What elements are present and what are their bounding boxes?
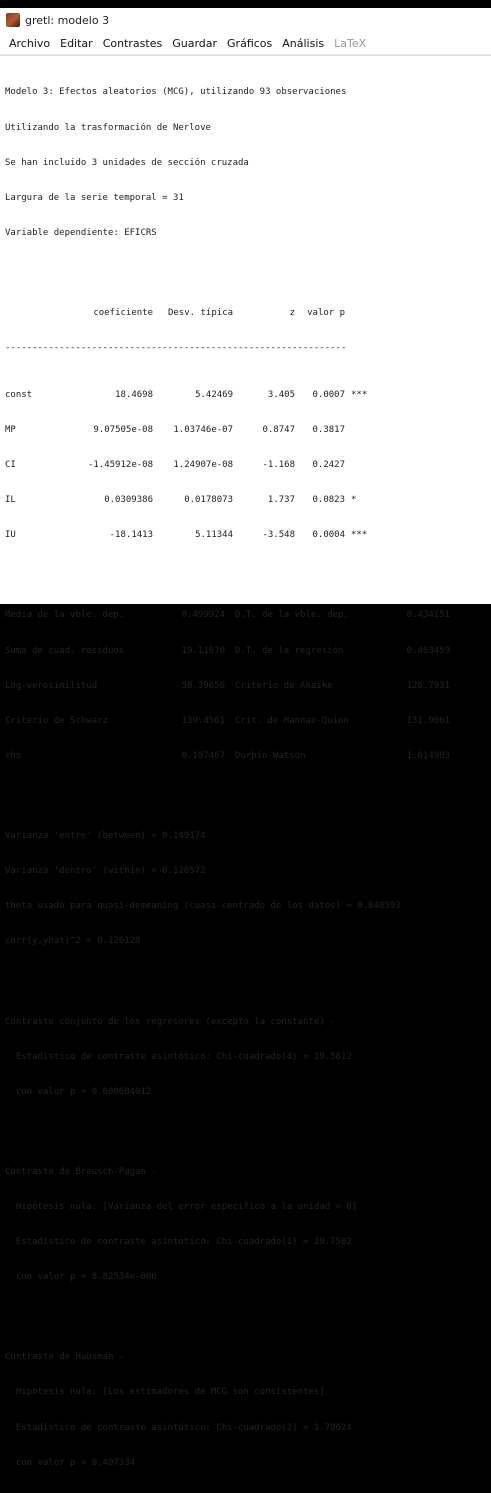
header-line: Modelo 3: Efectos aleatorios (MCG), utilizando 93 observaciones bbox=[5, 87, 347, 98]
header-line: Se han incluido 3 unidades de sección cruzada bbox=[5, 157, 249, 168]
coef-row: IU -18.1413 5.11344 -3.548 0.0004 *** bbox=[5, 530, 368, 541]
breusch-pagan-line: Contraste de Breusch-Pagan - bbox=[5, 1166, 157, 1177]
summary-row: Suma de cuad. residuos 19.11670 D.T. de la regresión 0.463459 bbox=[5, 645, 450, 656]
coef-table-separator: --------------------------------------------------------------- bbox=[5, 343, 347, 354]
hausman-line: Hipótesis nula: [Los estimadores de MCG son consistentes] bbox=[5, 1387, 325, 1398]
menu-archivo[interactable]: Archivo bbox=[9, 36, 51, 50]
variance-line: Varianza 'entre' (between) = 0.149174 bbox=[5, 831, 206, 842]
variance-line: theta usado para quasi-demeaning (cuasi-centrado de los datos) = 0.840593 bbox=[5, 901, 401, 912]
title-bar[interactable] bbox=[0, 8, 491, 32]
hausman-line: Contraste de Hausman - bbox=[5, 1352, 125, 1363]
model-output-panel[interactable] bbox=[0, 55, 491, 1468]
summary-row: Log-verosimilitud -58.39656 Criterio de Akaike 126.7931 bbox=[5, 680, 450, 691]
coef-row: IL 0.0309386 0.0178073 1.737 0.0823 * bbox=[5, 495, 357, 506]
breusch-pagan-line: Hipótesis nula: [Varianza del error específico a la unidad = 0] bbox=[5, 1202, 358, 1212]
col-coeficiente: coeficiente bbox=[93, 307, 153, 318]
hausman-line: con valor p = 0.407334 bbox=[5, 1457, 136, 1468]
coef-row: CI -1.45912e-08 1.24907e-08 -1.168 0.2427 bbox=[5, 460, 345, 471]
col-valor-p: valor p bbox=[307, 307, 345, 318]
menu-graficos[interactable]: Gráficos bbox=[227, 36, 273, 50]
variance-line: Varianza 'dentro' (within) = 0.120572 bbox=[5, 866, 206, 877]
summary-row: rho 0.107467 Durbin-Watson 1.614983 bbox=[5, 750, 450, 761]
gretl-app-icon bbox=[6, 13, 20, 27]
menu-bar bbox=[0, 32, 491, 55]
gretl-model-window bbox=[0, 8, 491, 1468]
window-title: gretl: modelo 3 bbox=[25, 13, 110, 27]
joint-test-line: Estadístico de contraste asintótico: Chi-cuadrado(4) = 19.5812 bbox=[5, 1051, 352, 1062]
summary-row: Criterio de Schwarz 139.4561 Crit. de Hannan-Quinn 131.9061 bbox=[5, 715, 450, 726]
coef-row: MP 9.07505e-08 1.03746e-07 0.8747 0.3817 bbox=[5, 424, 345, 435]
joint-test-line: con valor p = 0.000604012 bbox=[5, 1086, 152, 1097]
breusch-pagan-line: con valor p = 8.82534e-006 bbox=[5, 1272, 157, 1283]
header-line: Variable dependiente: EFICRS bbox=[5, 227, 157, 238]
model-output-text[interactable] bbox=[5, 64, 486, 1468]
breusch-pagan-line: Estadístico de contraste asintótico: Chi-cuadrado(1) = 19.7502 bbox=[5, 1237, 352, 1248]
coef-row: const 18.4698 5.42469 3.405 0.0007 *** bbox=[5, 389, 368, 400]
menu-latex: LaTeX bbox=[334, 36, 367, 50]
variance-line: corr(y,yhat)^2 = 0.126128 bbox=[5, 936, 141, 947]
menu-contrastes[interactable]: Contrastes bbox=[102, 36, 163, 50]
menu-analisis[interactable]: Análisis bbox=[282, 36, 325, 50]
header-line: Utilizando la trasformación de Nerlove bbox=[5, 122, 211, 133]
joint-test-line: Contraste conjunto de los regresores (excepto la constante) - bbox=[5, 1016, 336, 1027]
col-z: z bbox=[289, 307, 295, 318]
menu-guardar[interactable]: Guardar bbox=[172, 36, 218, 50]
hausman-line: Estadístico de contraste asintótico: Chi-cuadrado(2) = 1.79624 bbox=[5, 1422, 352, 1433]
summary-row: Media de la vble. dep. 0.499924 D.T. de la vble. dep. 0.434151 bbox=[5, 610, 450, 621]
header-line: Largura de la serie temporal = 31 bbox=[5, 192, 184, 203]
menu-editar[interactable]: Editar bbox=[60, 36, 93, 50]
coef-table-header bbox=[5, 308, 486, 320]
col-desv-tipica: Desv. típica bbox=[167, 307, 233, 318]
